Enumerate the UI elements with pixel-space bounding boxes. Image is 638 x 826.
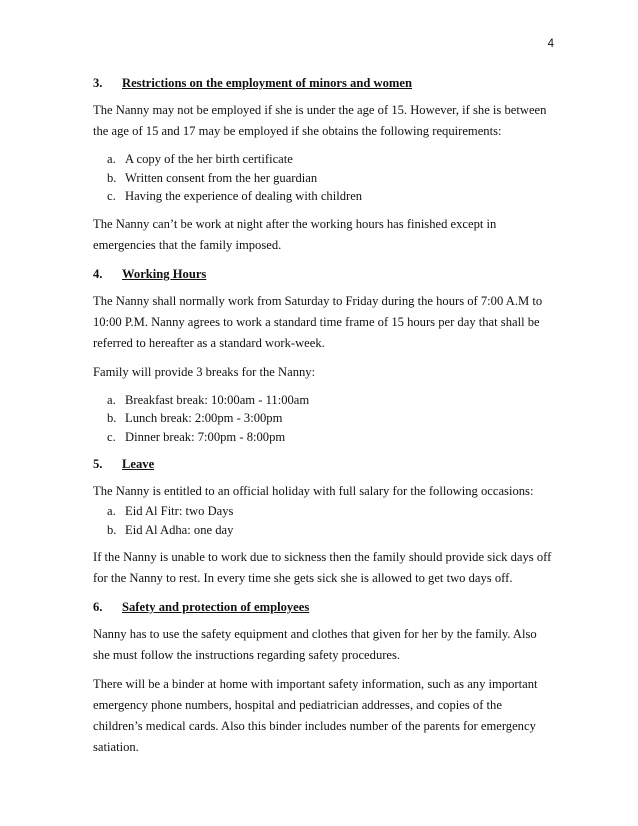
section-number: 5.	[93, 457, 103, 471]
list-item	[107, 409, 553, 428]
section-number: 3.	[93, 76, 103, 90]
section-title: Safety and protection of employees	[122, 600, 310, 614]
paragraph: The Nanny is entitled to an official holiday with full salary for the following occasions:	[93, 484, 534, 498]
section-number: 4.	[93, 266, 103, 281]
list-item	[107, 169, 553, 188]
list-item-text: Eid Al Fitr: two Days	[125, 504, 234, 518]
list-marker: b.	[107, 170, 117, 185]
list-item-text: Eid Al Adha: one day	[125, 522, 234, 537]
list-item	[107, 391, 553, 410]
list-marker: b.	[107, 411, 117, 425]
list-item	[107, 150, 553, 169]
list-item-text: A copy of the her birth certificate	[125, 152, 293, 166]
section-heading-restrictions	[93, 73, 553, 94]
list-item-text: Breakfast break: 10:00am - 11:00am	[125, 392, 310, 407]
requirements-list	[93, 150, 553, 206]
section-heading-working-hours	[93, 264, 553, 285]
list-marker: a.	[107, 152, 116, 166]
page-number: 4	[547, 38, 554, 50]
paragraph: The Nanny shall normally work from Saturday to Friday during the hours of 7:00 A.M to 10:00 P.M. Nanny agrees to work a standard time frame of 15 hours per day that shall be referred to hereafter as a standard work-week.	[93, 293, 543, 350]
list-item-text: Lunch break: 2:00pm - 3:00pm	[125, 411, 283, 425]
list-marker: b.	[107, 522, 117, 537]
list-item-text: Dinner break: 7:00pm - 8:00pm	[125, 429, 286, 444]
list-item	[107, 502, 553, 521]
breaks-list	[93, 391, 553, 447]
section-title: Working Hours	[122, 266, 207, 281]
list-item-text: Having the experience of dealing with children	[125, 189, 363, 203]
section-heading-safety	[93, 597, 553, 618]
list-item	[107, 428, 553, 447]
list-item	[107, 521, 553, 540]
paragraph: Nanny has to use the safety equipment and clothes that given for her by the family. Also she must follow the instructions regarding safety procedures.	[93, 627, 537, 662]
paragraph: If the Nanny is unable to work due to sickness then the family should provide sick days off for the Nanny to rest. In every time she gets sick she is allowed to get two days off.	[93, 550, 552, 585]
list-item-text: Written consent from the her guardian	[125, 170, 318, 185]
section-heading-leave	[93, 454, 553, 475]
list-marker: a.	[107, 504, 116, 518]
section-title: Leave	[122, 457, 155, 471]
holidays-list	[93, 502, 553, 539]
section-title: Restrictions on the employment of minors and women	[122, 76, 412, 90]
paragraph: There will be a binder at home with important safety information, such as any important emergency phone numbers, hospital and pediatrician addresses, and copies of the children’s medical cards. Also this binder includes number of the parents for emergency satiation.	[93, 677, 538, 754]
list-marker: c.	[107, 429, 116, 444]
list-item	[107, 187, 553, 206]
list-marker: a.	[107, 392, 116, 407]
paragraph: Family will provide 3 breaks for the Nanny:	[93, 364, 316, 379]
paragraph: The Nanny may not be employed if she is under the age of 15. However, if she is between the age of 15 and 17 may be employed if she obtains the following requirements:	[93, 103, 547, 138]
section-number: 6.	[93, 600, 103, 614]
paragraph: The Nanny can’t be work at night after the working hours has finished except in emergencies that the family imposed.	[93, 216, 497, 252]
document-body	[93, 73, 553, 766]
list-marker: c.	[107, 189, 116, 203]
